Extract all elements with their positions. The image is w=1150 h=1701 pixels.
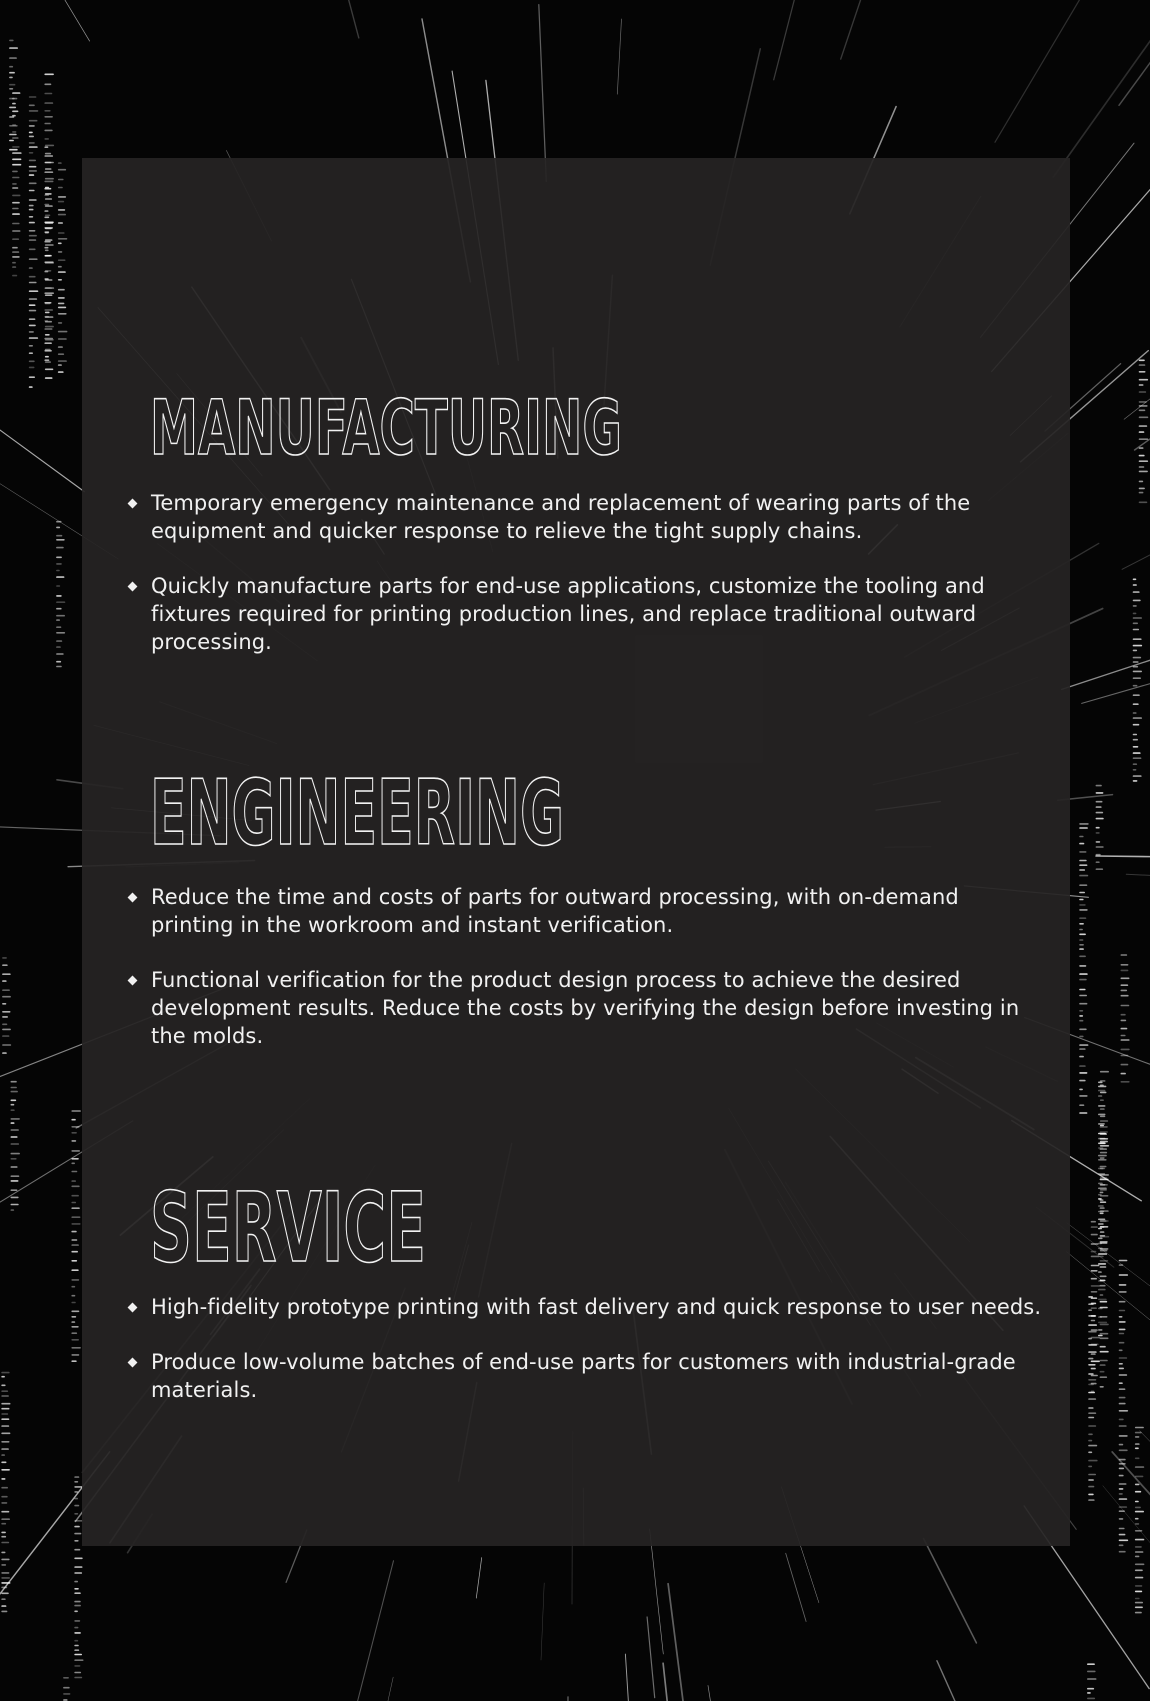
bullet-text: Reduce the time and costs of parts for outward processing, with on-demand printing in the workroom and instant verification.: [151, 885, 959, 937]
diamond-bullet-icon: [128, 499, 138, 509]
bullet-text: Functional verification for the product design process to achieve the desired development results. Reduce the costs by verifying the design before investing in the molds.: [151, 968, 1020, 1048]
list-item: [126, 966, 1046, 1050]
diamond-bullet-icon: [128, 582, 138, 592]
service-bullet-list: [126, 1293, 1046, 1431]
svg-text:ENGINEERING: ENGINEERING: [150, 761, 564, 866]
diamond-bullet-icon: [128, 893, 138, 903]
section-title-engineering: [150, 761, 570, 866]
bullet-text: Temporary emergency maintenance and replacement of wearing parts of the equipment and quicker response to relieve the tight supply chains.: [151, 491, 971, 543]
diamond-bullet-icon: [128, 1358, 138, 1368]
bullet-text: Produce low-volume batches of end-use parts for customers with industrial-grade materials.: [151, 1350, 1016, 1402]
diamond-bullet-icon: [128, 976, 138, 986]
svg-text:SERVICE: SERVICE: [150, 1172, 426, 1284]
bullet-text: Quickly manufacture parts for end-use applications, customize the tooling and fixtures required for printing production lines, and replace traditional outward processing.: [151, 574, 985, 654]
manufacturing-bullet-list: [126, 489, 1046, 683]
list-item: [126, 572, 1046, 656]
list-item: [126, 489, 1046, 545]
section-title-manufacturing: [150, 383, 630, 472]
list-item: [126, 1348, 1046, 1404]
svg-text:MANUFACTURING: MANUFACTURING: [150, 383, 622, 472]
engineering-bullet-list: [126, 883, 1046, 1077]
diamond-bullet-icon: [128, 1303, 138, 1313]
section-title-service: [150, 1172, 430, 1284]
list-item: [126, 883, 1046, 939]
list-item: [126, 1293, 1046, 1321]
bullet-text: High-fidelity prototype printing with fast delivery and quick response to user needs.: [151, 1295, 1042, 1319]
